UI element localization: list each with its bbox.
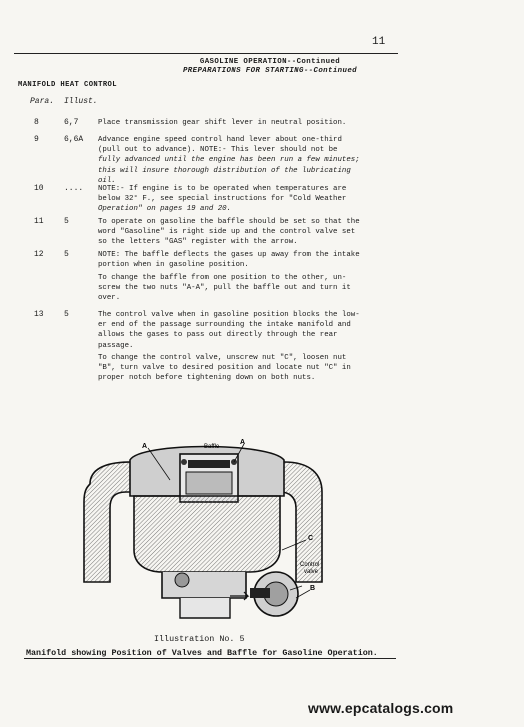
- top-rule: [14, 53, 398, 54]
- illustration-caption: Manifold showing Position of Valves and Baffle for Gasoline Operation.: [26, 648, 378, 658]
- entry-line: allows the gases to pass out directly through the rear: [98, 331, 338, 340]
- entry-line: Operation" on pages 19 and 20.: [98, 205, 232, 214]
- section-title: MANIFOLD HEAT CONTROL: [18, 81, 117, 89]
- entry-line: screw the two nuts "A-A", pull the baffle out and turn it: [98, 284, 351, 293]
- label-b: B: [310, 585, 316, 592]
- entry-text: [98, 118, 398, 128]
- entry-line: The control valve when in gasoline position blocks the low-: [98, 311, 360, 319]
- label-control: Control: [300, 562, 320, 568]
- illustration-number: Illustration No. 5: [154, 634, 245, 644]
- entry-line: NOTE:- If engine is to be operated when temperatures are: [98, 185, 347, 193]
- entry-line: To change the control valve, unscrew nut "C", loosen nut: [98, 354, 347, 362]
- entry-text-extra: [98, 353, 398, 384]
- entry-para: 9: [34, 135, 39, 144]
- header-line-1: GASOLINE OPERATION--Continued: [199, 58, 341, 66]
- entry-line: To change the baffle from one position to the other, un-: [98, 274, 347, 282]
- entry-line: (pull out to advance). NOTE:- This lever should not be: [98, 146, 338, 155]
- entry-line: proper notch before tightening down on both nuts.: [98, 374, 316, 383]
- entry-line: word "Gasoline" is right side up and the control valve set: [98, 228, 356, 237]
- entry-para: 10: [34, 184, 44, 193]
- column-header-illust: Illust.: [64, 97, 98, 106]
- entry-line: "B", turn valve to desired position and locate nut "C" in: [98, 364, 351, 373]
- label-valve: valve: [304, 569, 319, 575]
- entry-line: er end of the passage surrounding the intake manifold and: [98, 321, 351, 330]
- entry-line: NOTE: The baffle deflects the gases up away from the intake: [98, 251, 360, 259]
- entry-line: portion when in gasoline position.: [98, 261, 249, 270]
- entry-line: Advance engine speed control hand lever about one-third: [98, 136, 342, 144]
- entry-illust: 5: [64, 250, 69, 259]
- entry-line: Place transmission gear shift lever in neutral position.: [98, 119, 347, 127]
- entry-line: To operate on gasoline the baffle should be set so that the: [98, 218, 360, 226]
- entry-illust: 6,7: [64, 118, 79, 127]
- entry-text: [98, 135, 398, 186]
- label-c: C: [308, 535, 314, 542]
- entry-para: 11: [34, 217, 44, 226]
- entry-text: [98, 310, 398, 351]
- label-baffle: Baffle: [204, 444, 220, 450]
- entry-para: 8: [34, 118, 39, 127]
- watermark: www.epcatalogs.com: [308, 700, 454, 716]
- entry-line: so the letters "GAS" register with the arrow.: [98, 238, 298, 247]
- entry-para: 12: [34, 250, 44, 259]
- column-header-para: Para.: [30, 97, 55, 106]
- label-a-right: A: [240, 439, 246, 446]
- entry-line: over.: [98, 294, 121, 303]
- caption-rule: [24, 658, 396, 659]
- entry-line: oil.: [98, 176, 116, 185]
- entry-text: [98, 250, 398, 270]
- entry-illust: 5: [64, 217, 69, 226]
- entry-illust: 6,6A: [64, 135, 84, 144]
- entry-illust: 5: [64, 310, 69, 319]
- entry-illust: ....: [64, 184, 84, 193]
- entry-para: 13: [34, 310, 44, 319]
- header-line-2: PREPARATIONS FOR STARTING--Continued: [182, 67, 358, 75]
- entry-text-extra: [98, 273, 398, 304]
- entry-line: this will insure thorough distribution of the lubricating: [98, 166, 351, 175]
- entry-line: passage.: [98, 341, 134, 350]
- label-a-left: A: [142, 443, 148, 450]
- entry-line: fully advanced until the engine has been run a few minutes;: [98, 156, 360, 165]
- page-number: 11: [372, 36, 386, 48]
- entry-text: [98, 217, 398, 248]
- entry-line: below 32° F., see special instructions for "Cold Weather: [98, 195, 347, 204]
- manifold-illustration: [70, 432, 340, 632]
- entry-text: [98, 184, 398, 215]
